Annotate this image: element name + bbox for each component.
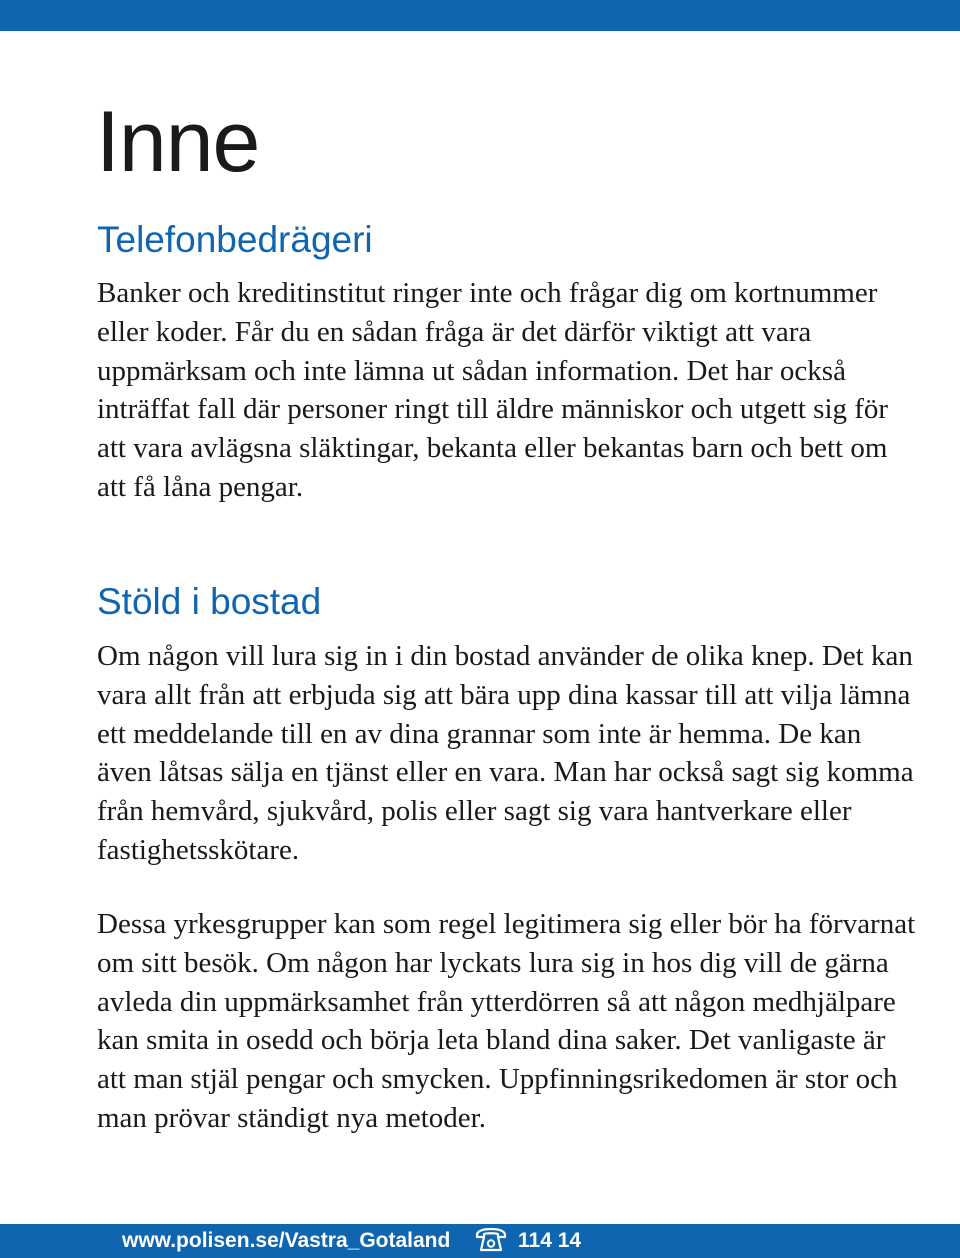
footer-phone-number: 114 14 bbox=[518, 1229, 582, 1252]
section-heading-stold-i-bostad: Stöld i bostad bbox=[97, 581, 322, 622]
section-paragraph: Banker och kreditinstitut ringer inte och frågar dig om kortnummer eller koder. Får du en sådan fråga är det därför viktigt att vara uppmärksam och inte lämna ut sådan information. Det har också inträffat fall där personer ringt till äldre människor och utgett sig för att vara avlägsna släktingar, bekanta eller bekantas barn och bett om att få låna pengar. bbox=[97, 277, 889, 503]
section-paragraph: Dessa yrkesgrupper kan som regel legitimera sig eller bör ha förvarnat om sitt besök. Om någon har lyckats lura sig in hos dig vill de gärna avleda din uppmärksamhet från ytterdörren så att någon medhjälpare kan smita in osedd och börja leta bland dina saker. Det vanligaste är att man stjäl pengar och smycken. Uppfinningsrikedomen är stor och man prövar ständigt nya metoder. bbox=[97, 908, 916, 1134]
section-heading-telefonbedrageri: Telefonbedrägeri bbox=[97, 219, 373, 260]
section-paragraph: Om någon vill lura sig in i din bostad använder de olika knep. Det kan vara allt från att erbjuda sig att bära upp dina kassar till att vilja lämna ett meddelande till en av dina grannar som inte är hemma. De kan även låtsas sälja en tjänst eller en vara. Man har också sagt sig komma från hemvård, sjukvård, polis eller sagt sig vara hantverkare eller fastighetsskötare. bbox=[97, 640, 914, 866]
page-title: Inne bbox=[96, 94, 260, 190]
telephone-icon bbox=[474, 1226, 508, 1254]
footer-website-link[interactable]: www.polisen.se/Vastra_Gotaland bbox=[122, 1229, 451, 1252]
top-brand-bar bbox=[0, 0, 960, 31]
